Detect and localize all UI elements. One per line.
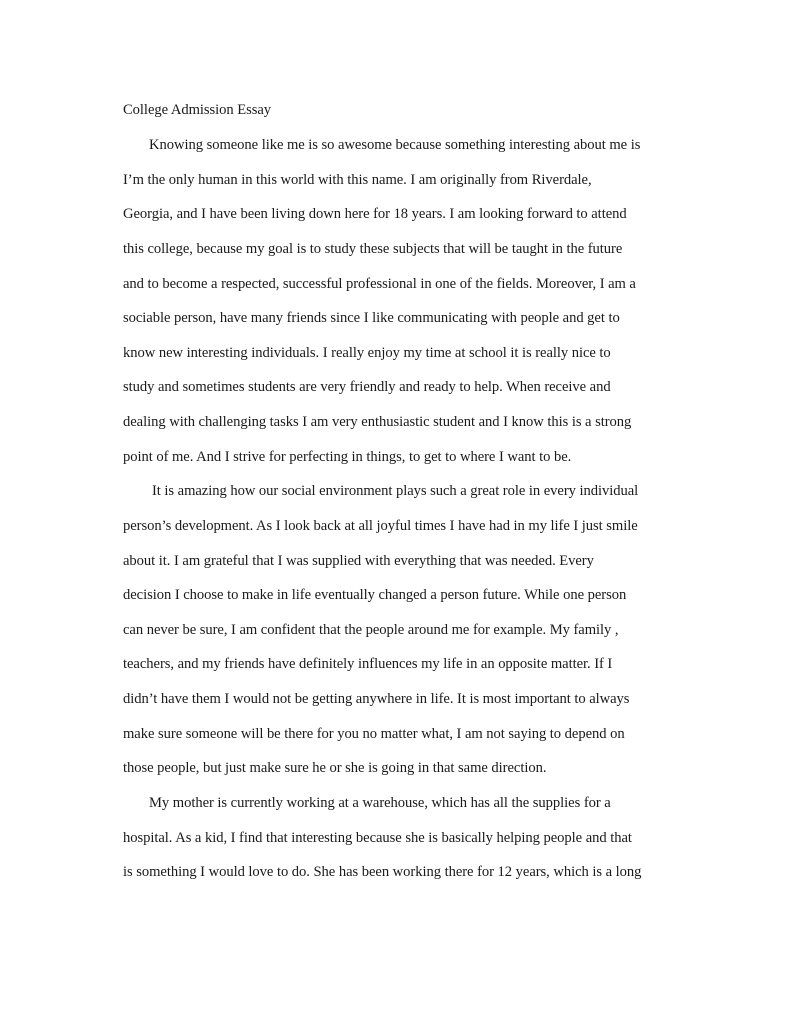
paragraph-1-line-10: point of me. And I strive for perfecting in things, to get to where I want to be. [123,449,572,465]
paragraph-2-line-2: person’s development. As I look back at all joyful times I have had in my life I just smile [123,518,638,534]
document-title: College Admission Essay [123,102,272,118]
paragraph-2-line-1: It is amazing how our social environment plays such a great role in every individual [152,483,639,499]
paragraph-3-line-3: is something I would love to do. She has been working there for 12 years, which is a long [123,864,642,880]
paragraph-1-line-6: sociable person, have many friends since I like communicating with people and get to [123,310,620,326]
paragraph-2-line-3: about it. I am grateful that I was supplied with everything that was needed. Every [123,553,594,569]
paragraph-2-line-4: decision I choose to make in life eventually changed a person future. While one person [123,587,627,603]
paragraph-1-line-8: study and sometimes students are very friendly and ready to help. When receive and [123,379,611,395]
paragraph-2-line-7: didn’t have them I would not be getting anywhere in life. It is most important to always [123,691,630,707]
paragraph-1-line-9: dealing with challenging tasks I am very enthusiastic student and I know this is a strong [123,414,632,430]
paragraph-1-line-3: Georgia, and I have been living down here for 18 years. I am looking forward to attend [123,206,627,222]
paragraph-2-line-5: can never be sure, I am confident that the people around me for example. My family , [123,622,619,638]
paragraph-1-line-2: I’m the only human in this world with this name. I am originally from Riverdale, [123,172,592,188]
paragraph-2-line-8: make sure someone will be there for you no matter what, I am not saying to depend on [123,726,625,742]
paragraph-1-line-7: know new interesting individuals. I really enjoy my time at school it is really nice to [123,345,611,361]
paragraph-2-line-9: those people, but just make sure he or she is going in that same direction. [123,760,547,776]
paragraph-2-line-6: teachers, and my friends have definitely influences my life in an opposite matter. If I [123,656,613,672]
paragraph-1-line-4: this college, because my goal is to study these subjects that will be taught in the future [123,241,623,257]
paragraph-1-line-5: and to become a respected, successful professional in one of the fields. Moreover, I am a [123,276,636,292]
paragraph-3-line-1: My mother is currently working at a warehouse, which has all the supplies for a [149,795,611,811]
paragraph-3-line-2: hospital. As a kid, I find that interesting because she is basically helping people and that [123,830,632,846]
paragraph-1-line-1: Knowing someone like me is so awesome because something interesting about me is [149,137,641,153]
